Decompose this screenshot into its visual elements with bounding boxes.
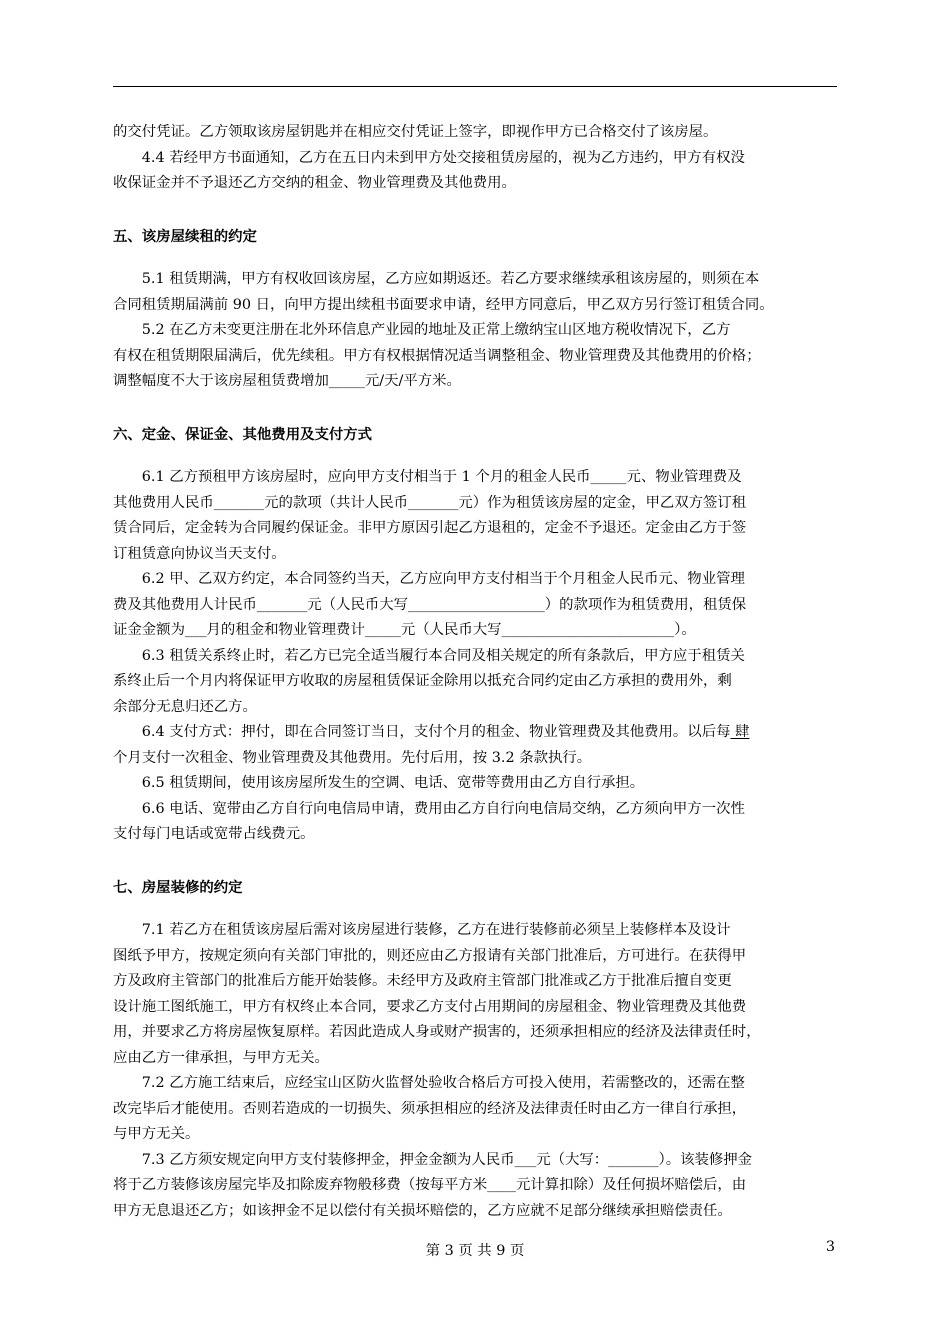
body-line: 7.1 若乙方在租赁该房屋后需对该房屋进行装修，乙方在进行装修前必须呈上装修样本及设计 bbox=[113, 922, 731, 938]
body-line: 支付每门电话或宽带占线费元。 bbox=[113, 826, 315, 842]
body-line: 收保证金并不予退还乙方交纳的租金、物业管理费及其他费用。 bbox=[113, 175, 516, 191]
section-heading-decoration: 七、房屋装修的约定 bbox=[113, 878, 243, 896]
page-footer-label: 第 3 页 共 9 页 bbox=[425, 1243, 525, 1259]
body-line: 有权在租赁期限届满后，优先续租。甲方有权根据情况适当调整租金、物业管理费及其他费用的价格； bbox=[113, 347, 761, 364]
body-line: 的交付凭证。乙方领取该房屋钥匙并在相应交付凭证上签字，即视作甲方已合格交付了该房屋。 bbox=[113, 124, 718, 140]
body-line: 与甲方无关。 bbox=[113, 1126, 200, 1142]
body-line bbox=[113, 720, 837, 746]
body-line: 7.3 乙方须安规定向甲方支付装修押金，押金金额为人民币___元（大写：_______）。该装修押金 bbox=[113, 1151, 753, 1168]
body-line: 5.1 租赁期满，甲方有权收回该房屋，乙方应如期返还。若乙方要求继续承租该房屋的，则须在本 bbox=[113, 271, 760, 287]
page-number: 3 bbox=[825, 1239, 835, 1255]
body-line: 订租赁意向协议当天支付。 bbox=[113, 545, 286, 562]
header-rule bbox=[113, 86, 837, 87]
body-line: 设计施工图纸施工，甲方有权终止本合同，要求乙方支付占用期间的房屋租金、物业管理费及其他费 bbox=[113, 998, 747, 1015]
body-line: 方及政府主管部门的批准后方能开始装修。未经甲方及政府主管部门批准或乙方于批准后擅自变更 bbox=[113, 973, 732, 989]
body-line: 余部分无息归还乙方。 bbox=[113, 698, 257, 715]
underlined-value: 肆 bbox=[730, 724, 750, 740]
body-line: 赁合同后，定金转为合同履约保证金。非甲方原因引起乙方退租的，定金不予退还。定金由乙方于签 bbox=[113, 520, 747, 536]
body-line: 调整幅度不大于该房屋租赁费增加_____元/天/平方米。 bbox=[113, 373, 461, 389]
body-line-text: 6.4 支付方式：押付，即在合同签订当日，支付个月的租金、物业管理费及其他费用。以后每 bbox=[113, 724, 731, 740]
body-line: 应由乙方一律承担，与甲方无关。 bbox=[113, 1049, 329, 1066]
body-line: 6.5 租赁期间，使用该房屋所发生的空调、电话、宽带等费用由乙方自行承担。 bbox=[113, 775, 645, 791]
body-line: 证金金额为___月的租金和物业管理费计_____元（人民币大写________________________）。 bbox=[113, 622, 696, 638]
document-body bbox=[113, 120, 837, 1224]
body-line: 系终止后一个月内将保证甲方收取的房屋租赁保证金除用以抵充合同约定由乙方承担的费用外，剩 bbox=[113, 673, 732, 689]
body-line: 个月支付一次租金、物业管理费及其他费用。先付后用，按 3.2 条款执行。 bbox=[113, 749, 592, 766]
body-line: 6.1 乙方预租甲方该房屋时，应向甲方支付相当于 1 个月的租金人民币_____元、物业管理费及 bbox=[113, 469, 742, 485]
section-heading-deposit: 六、定金、保证金、其他费用及支付方式 bbox=[113, 425, 373, 443]
body-line: 改完毕后才能使用。否则若造成的一切损失、须承担相应的经济及法律责任时由乙方一律自行承担， bbox=[113, 1100, 747, 1117]
body-line: 图纸予甲方，按规定须向有关部门审批的，则还应由乙方报请有关部门批准后，方可进行。在获得甲 bbox=[113, 947, 747, 964]
body-line: 费及其他费用人计民币_______元（人民币大写___________________）的款项作为租赁费用，租赁保 bbox=[113, 596, 747, 613]
body-line: 7.2 乙方施工结束后，应经宝山区防火监督处验收合格后方可投入使用，若需整改的，还需在整 bbox=[113, 1075, 745, 1091]
body-line: 6.6 电话、宽带由乙方自行向电信局申请，费用由乙方自行向电信局交纳，乙方须向甲方一次性 bbox=[113, 800, 745, 817]
body-line: 4.4 若经甲方书面通知，乙方在五日内未到甲方处交接租赁房屋的，视为乙方违约，甲方有权没 bbox=[113, 149, 745, 166]
body-line: 用，并要求乙方将房屋恢复原样。若因此造成人身或财产损害的，还须承担相应的经济及法律责任时， bbox=[113, 1024, 761, 1040]
section-heading-renewal: 五、该房屋续租的约定 bbox=[113, 227, 257, 245]
body-line: 6.3 租赁关系终止时，若乙方已完全适当履行本合同及相关规定的所有条款后，甲方应于租赁关 bbox=[113, 647, 745, 664]
body-line: 6.2 甲、乙双方约定，本合同签约当天，乙方应向甲方支付相当于个月租金人民币元、物业管理 bbox=[113, 571, 745, 587]
body-line: 其他费用人民币_______元的款项（共计人民币_______元）作为租赁该房屋的定金，甲乙双方签订租 bbox=[113, 494, 747, 511]
body-line: 合同租赁期届满前 90 日，向甲方提出续租书面要求申请，经甲方同意后，甲乙双方另行签订租赁合同。 bbox=[113, 296, 774, 313]
body-line: 5.2 在乙方未变更注册在北外环信息产业园的地址及正常上缴纳宝山区地方税收情况下，乙方 bbox=[113, 322, 731, 338]
body-line: 甲方无息退还乙方；如该押金不足以偿付有关损坏赔偿的，乙方应就不足部分继续承担赔偿责任。 bbox=[113, 1202, 732, 1219]
body-line: 将于乙方装修该房屋完毕及扣除废弃物般移费（按每平方米____元计算扣除）及任何损坏赔偿后，由 bbox=[113, 1177, 747, 1193]
